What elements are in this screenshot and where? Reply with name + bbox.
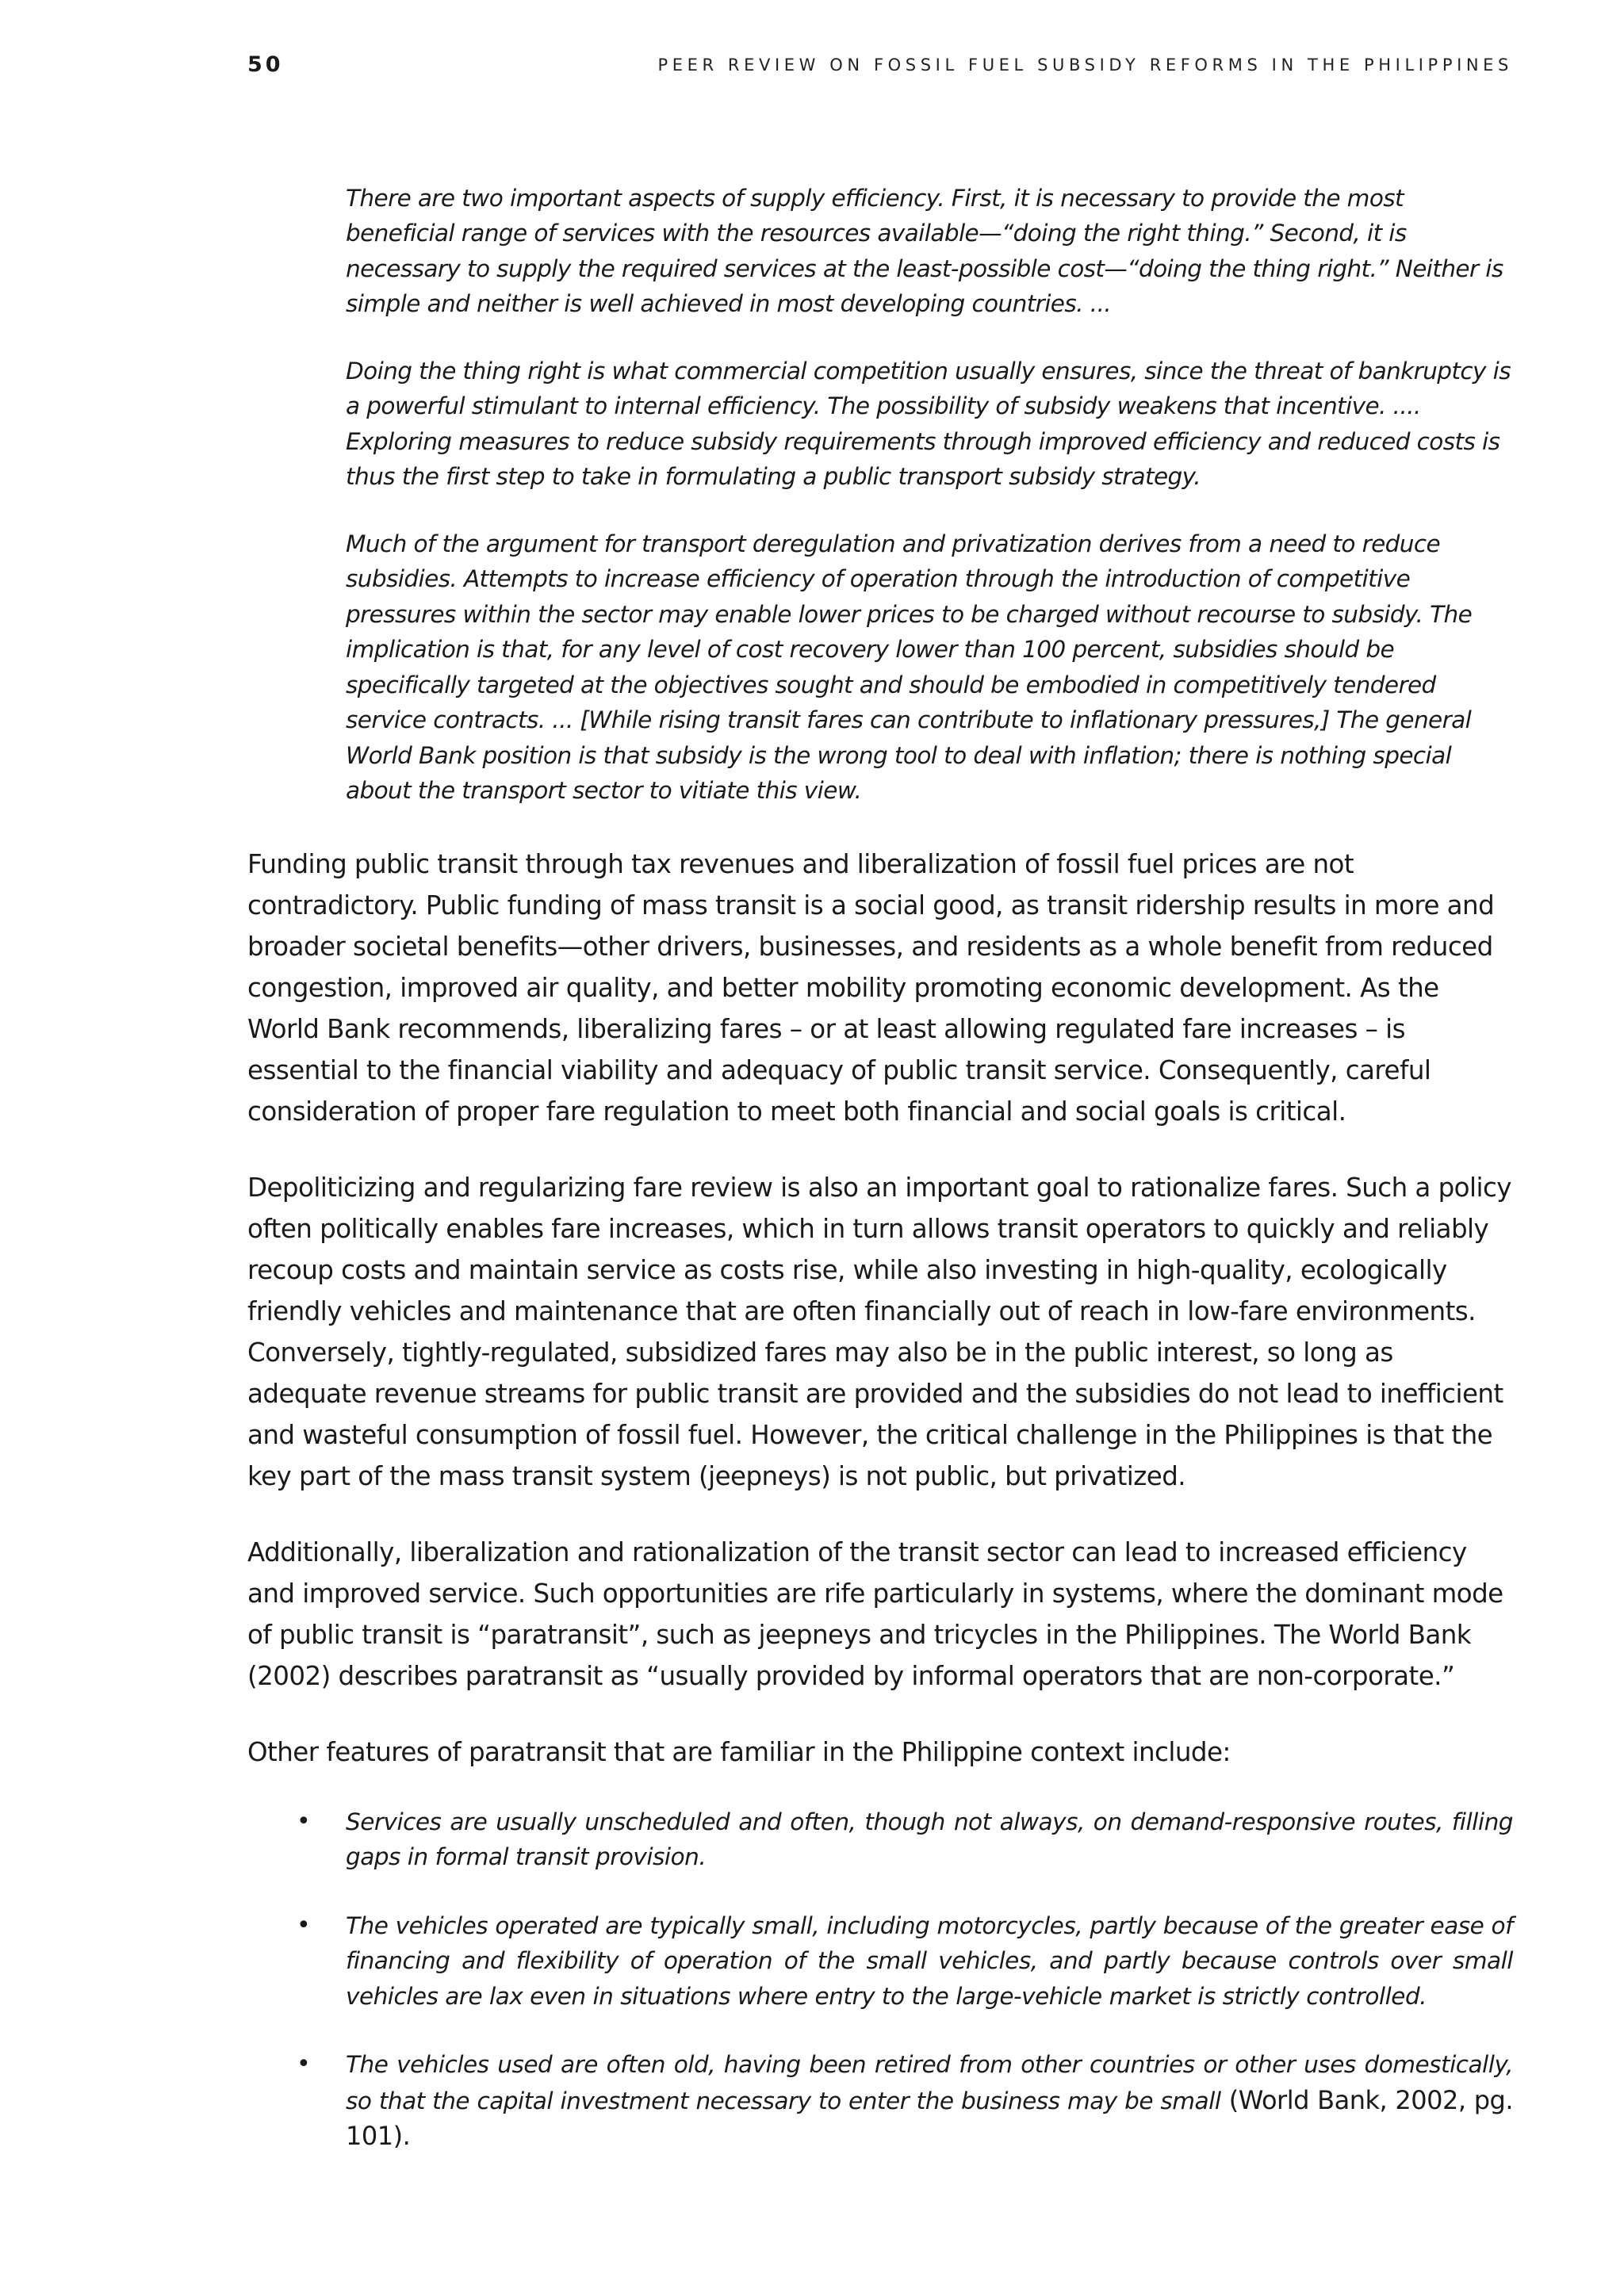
quote-paragraph: Doing the thing right is what commercial competition usually ensures, since the threat of bankruptcy is a powerful stimulant to internal efficiency. The possibility of subsidy weakens that incentive. .... Exploring measures to reduce subsidy requirements through improved efficiency and reduced costs is thus the first step to take in formulating a public transport subsidy strategy. (346, 357, 1511, 490)
list-item-text: Services are usually unscheduled and often, though not always, on demand-responsive routes, filling gaps in formal transit provision. (346, 1808, 1513, 1870)
citation: (World Bank, 2002, pg. 101). (346, 2084, 1513, 2151)
body-paragraph: Depoliticizing and regularizing fare review is also an important goal to rationalize fares. Such a policy often politically enables fare increases, which in turn allows transit operators to quickly and reliably recoup costs and maintain service as costs rise, while also investing in high-quality, ecologically friendly vehicles and maintenance that are often financially out of reach in low-fare environments. Conversely, tightly-regulated, subsidized fares may also be in the public interest, so long as adequate revenue streams for public transit are provided and the subsidies do not lead to inefficient and wasteful consumption of fossil fuel. However, the critical challenge in the Philippines is that the key part of the mass transit system (jeepneys) is not public, but privatized. (247, 1172, 1511, 1491)
list-item (247, 1804, 1513, 1875)
list-item (247, 2047, 1513, 2155)
bullet-icon: • (297, 2050, 311, 2078)
quote-paragraph: There are two important aspects of supply efficiency. First, it is necessary to provide the most beneficial range of services with the resources available—“doing the right thing.” Second, it is necessary to supply the required services at the least-possible cost—“doing the thing right.” Neither is simple and neither is well achieved in most developing countries. ... (346, 184, 1503, 317)
body-paragraph: Additionally, liberalization and rationalization of the transit sector can lead to increased efficiency and improved service. Such opportunities are rife particularly in systems, where the dominant mode of public transit is “paratransit”, such as jeepneys and tricycles in the Philippines. The World Bank (2002) describes paratransit as “usually provided by informal operators that are non-corporate.” (247, 1536, 1503, 1691)
running-title: PEER REVIEW ON FOSSIL FUEL SUBSIDY REFORMS IN THE PHILIPPINES (657, 55, 1513, 75)
list-item-text: The vehicles operated are typically small, including motorcycles, partly because of the greater ease of financing and flexibility of operation of the small vehicles, and partly because controls over small vehicles are lax even in situations where entry to the large-vehicle market is strictly controlled. (346, 1911, 1513, 2010)
quote-paragraph: Much of the argument for transport deregulation and privatization derives from a need to reduce subsidies. Attempts to increase efficiency of operation through the introduction of competitive pressures within the sector may enable lower prices to be charged without recourse to subsidy. The implication is that, for any level of cost recovery lower than 100 percent, subsidies should be specifically targeted at the objectives sought and should be embodied in competitively tendered service contracts. ... [While rising transit fares can contribute to inflationary pressures,] The general World Bank position is that subsidy is the wrong tool to deal with inflation; there is nothing special about the transport sector to vitiate this view. (346, 530, 1473, 804)
bullet-icon: • (297, 1911, 311, 1939)
list-item-text: The vehicles used are often old, having been retired from other countries or other uses domestically, so that the capital investment necessary to enter the business may be small (346, 2051, 1513, 2114)
body-paragraph: Other features of paratransit that are familiar in the Philippine context include: (247, 1736, 1231, 1767)
bullet-icon: • (297, 1807, 311, 1835)
page-content (247, 157, 1513, 2188)
block-quote (247, 181, 1513, 809)
bullet-list (247, 1804, 1513, 2155)
page-header (247, 52, 1513, 84)
page-number: 50 (247, 52, 284, 77)
list-item (247, 1908, 1513, 2015)
body-paragraph: Funding public transit through tax revenues and liberalization of fossil fuel prices are not contradictory. Public funding of mass transit is a social good, as transit ridership results in more and broader societal benefits—other drivers, businesses, and residents as a whole benefit from reduced congestion, improved air quality, and better mobility promoting economic development. As the World Bank recommends, liberalizing fares – or at least allowing regulated fare increases – is essential to the financial viability and adequacy of public transit service. Consequently, careful consideration of proper fare regulation to meet both financial and social goals is critical. (247, 848, 1495, 1127)
